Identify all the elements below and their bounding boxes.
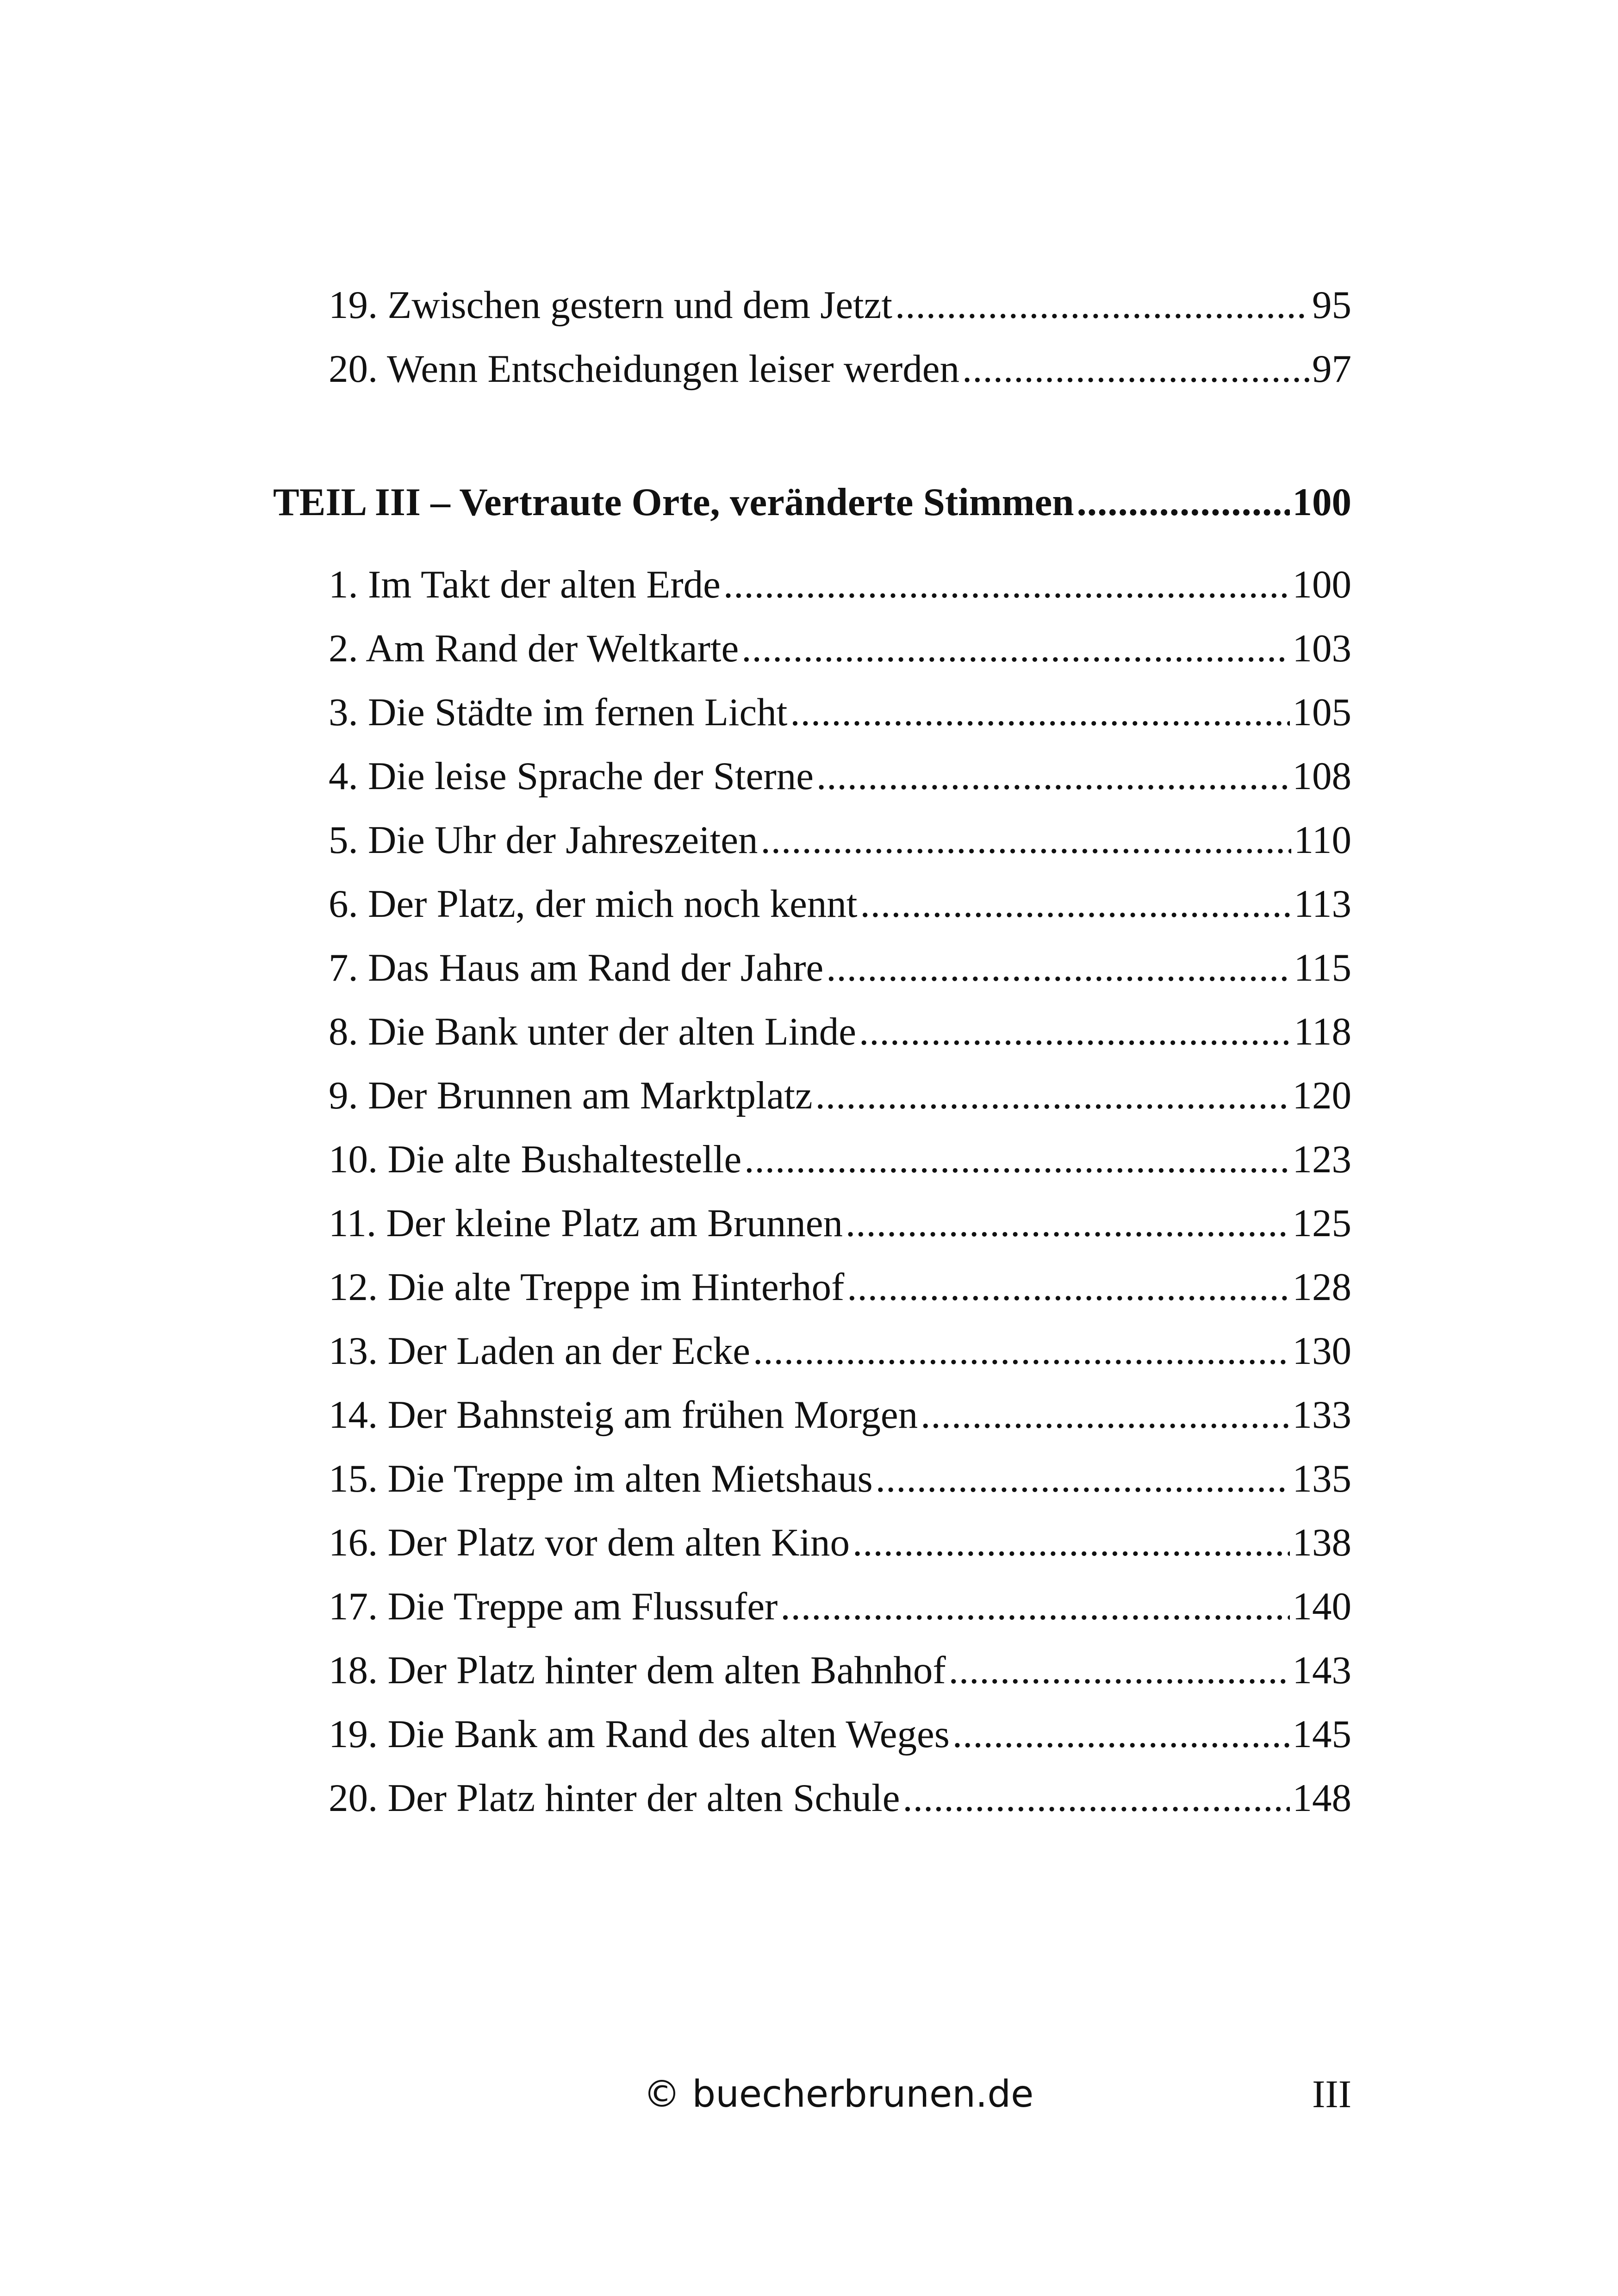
toc-entry-page: 118: [1294, 1010, 1351, 1053]
toc-entry-label: 19. Die Bank am Rand des alten Weges: [329, 1712, 950, 1756]
toc-entry-page: 97: [1312, 347, 1351, 391]
toc-entry[interactable]: [273, 1255, 1351, 1319]
toc-entry-page: 138: [1292, 1521, 1351, 1564]
toc-entry-label: 5. Die Uhr der Jahreszeiten: [329, 818, 758, 862]
toc-part-entries: [273, 553, 1351, 1830]
toc-entry[interactable]: [273, 936, 1351, 1000]
toc-entry[interactable]: [273, 1702, 1351, 1766]
toc-entry-label: 20. Wenn Entscheidungen leiser werden: [329, 347, 959, 391]
toc-entry-label: 19. Zwischen gestern und dem Jetzt: [329, 283, 893, 327]
toc-entry-label: 14. Der Bahnsteig am frühen Morgen: [329, 1393, 918, 1437]
toc-entry-page: 103: [1292, 627, 1351, 670]
toc-leader-dots: [962, 337, 1309, 401]
toc-leader-dots: [846, 1191, 1290, 1255]
toc-entry-page: 95: [1312, 283, 1351, 327]
toc-entry-page: 143: [1292, 1649, 1351, 1692]
toc-leader-dots: [816, 744, 1290, 808]
toc-entry-label: 1. Im Takt der alten Erde: [329, 563, 721, 606]
toc-entry[interactable]: [273, 872, 1351, 936]
toc-entry-label: 2. Am Rand der Weltkarte: [329, 627, 739, 670]
toc-leader-dots: [895, 273, 1309, 337]
toc-entry-page: 110: [1294, 818, 1351, 862]
toc-entry[interactable]: [273, 1127, 1351, 1191]
toc-entry-page: 145: [1292, 1712, 1351, 1756]
toc-entry-page: 108: [1292, 754, 1351, 798]
toc-entry-page: 140: [1292, 1585, 1351, 1628]
toc-entry-label: 11. Der kleine Platz am Brunnen: [329, 1201, 843, 1245]
toc-entry[interactable]: [273, 808, 1351, 872]
toc-entry[interactable]: [273, 1766, 1351, 1830]
toc-leader-dots: [1077, 470, 1289, 534]
toc-entry-label: 9. Der Brunnen am Marktplatz: [329, 1074, 813, 1117]
toc-entry[interactable]: [273, 1447, 1351, 1511]
toc-entry-page: 120: [1292, 1074, 1351, 1117]
toc-leader-dots: [753, 1319, 1290, 1383]
toc-entry[interactable]: [273, 1638, 1351, 1702]
toc-leader-dots: [921, 1383, 1289, 1447]
toc-entry[interactable]: [273, 1511, 1351, 1574]
toc-leader-dots: [949, 1638, 1290, 1702]
toc-entry-page: 133: [1292, 1393, 1351, 1437]
toc-entry-label: 8. Die Bank unter der alten Linde: [329, 1010, 857, 1053]
toc-entry-label: 6. Der Platz, der mich noch kennt: [329, 882, 858, 926]
toc-entry[interactable]: [273, 1064, 1351, 1127]
toc-leader-dots: [853, 1511, 1290, 1574]
toc-entry-label: 17. Die Treppe am Flussufer: [329, 1585, 778, 1628]
toc-part-heading-label: TEIL III – Vertraute Orte, veränderte Stimmen: [273, 480, 1074, 524]
toc-entry[interactable]: [273, 616, 1351, 680]
toc-entry-page: 135: [1292, 1457, 1351, 1500]
toc-part-heading[interactable]: [273, 470, 1351, 534]
toc-entry[interactable]: [273, 1574, 1351, 1638]
toc-leader-dots: [761, 808, 1291, 872]
toc-leader-dots: [902, 1766, 1289, 1830]
toc-entry-page: 128: [1292, 1265, 1351, 1309]
toc-entry[interactable]: [273, 337, 1351, 401]
toc-leader-dots: [847, 1255, 1289, 1319]
toc-entry-label: 10. Die alte Bushaltestelle: [329, 1138, 742, 1181]
toc-entry[interactable]: [273, 744, 1351, 808]
toc-entry[interactable]: [273, 273, 1351, 337]
toc-entry-page: 113: [1294, 882, 1351, 926]
toc-leader-dots: [860, 872, 1291, 936]
toc-leader-dots: [826, 936, 1291, 1000]
toc-entry-label: 4. Die leise Sprache der Sterne: [329, 754, 814, 798]
toc-entry[interactable]: [273, 1383, 1351, 1447]
toc-entry-page: 125: [1292, 1201, 1351, 1245]
footer-copyright: © buecherbrunen.de: [643, 2072, 1034, 2116]
toc-leader-dots: [790, 680, 1289, 744]
toc-entry-page: 100: [1292, 563, 1351, 606]
toc-entry-page: 130: [1292, 1329, 1351, 1373]
toc-leader-dots: [723, 553, 1290, 616]
toc-entry-label: 12. Die alte Treppe im Hinterhof: [329, 1265, 845, 1309]
toc-entry-page: 148: [1292, 1776, 1351, 1820]
toc-entry-label: 18. Der Platz hinter dem alten Bahnhof: [329, 1649, 946, 1692]
toc-entry[interactable]: [273, 553, 1351, 616]
toc-entry[interactable]: [273, 1000, 1351, 1064]
toc-leader-dots: [741, 616, 1289, 680]
table-of-contents: [273, 273, 1351, 1830]
toc-entry-label: 13. Der Laden an der Ecke: [329, 1329, 750, 1373]
toc-leader-dots: [876, 1447, 1290, 1511]
toc-leader-dots: [815, 1064, 1290, 1127]
toc-entry[interactable]: [273, 680, 1351, 744]
toc-entry[interactable]: [273, 1191, 1351, 1255]
toc-leader-dots: [744, 1127, 1289, 1191]
toc-top-entries: [273, 273, 1351, 401]
toc-leader-dots: [859, 1000, 1291, 1064]
toc-part-heading-page: 100: [1292, 480, 1351, 524]
toc-entry-label: 20. Der Platz hinter der alten Schule: [329, 1776, 900, 1820]
toc-entry-label: 15. Die Treppe im alten Mietshaus: [329, 1457, 873, 1500]
toc-entry-page: 123: [1292, 1138, 1351, 1181]
toc-entry-label: 16. Der Platz vor dem alten Kino: [329, 1521, 850, 1564]
toc-entry-page: 105: [1292, 691, 1351, 734]
toc-entry-label: 7. Das Haus am Rand der Jahre: [329, 946, 824, 989]
toc-entry-page: 115: [1294, 946, 1351, 989]
toc-entry-label: 3. Die Städte im fernen Licht: [329, 691, 788, 734]
toc-leader-dots: [952, 1702, 1290, 1766]
toc-leader-dots: [780, 1574, 1289, 1638]
toc-entry[interactable]: [273, 1319, 1351, 1383]
footer-page-number: III: [1312, 2072, 1351, 2116]
